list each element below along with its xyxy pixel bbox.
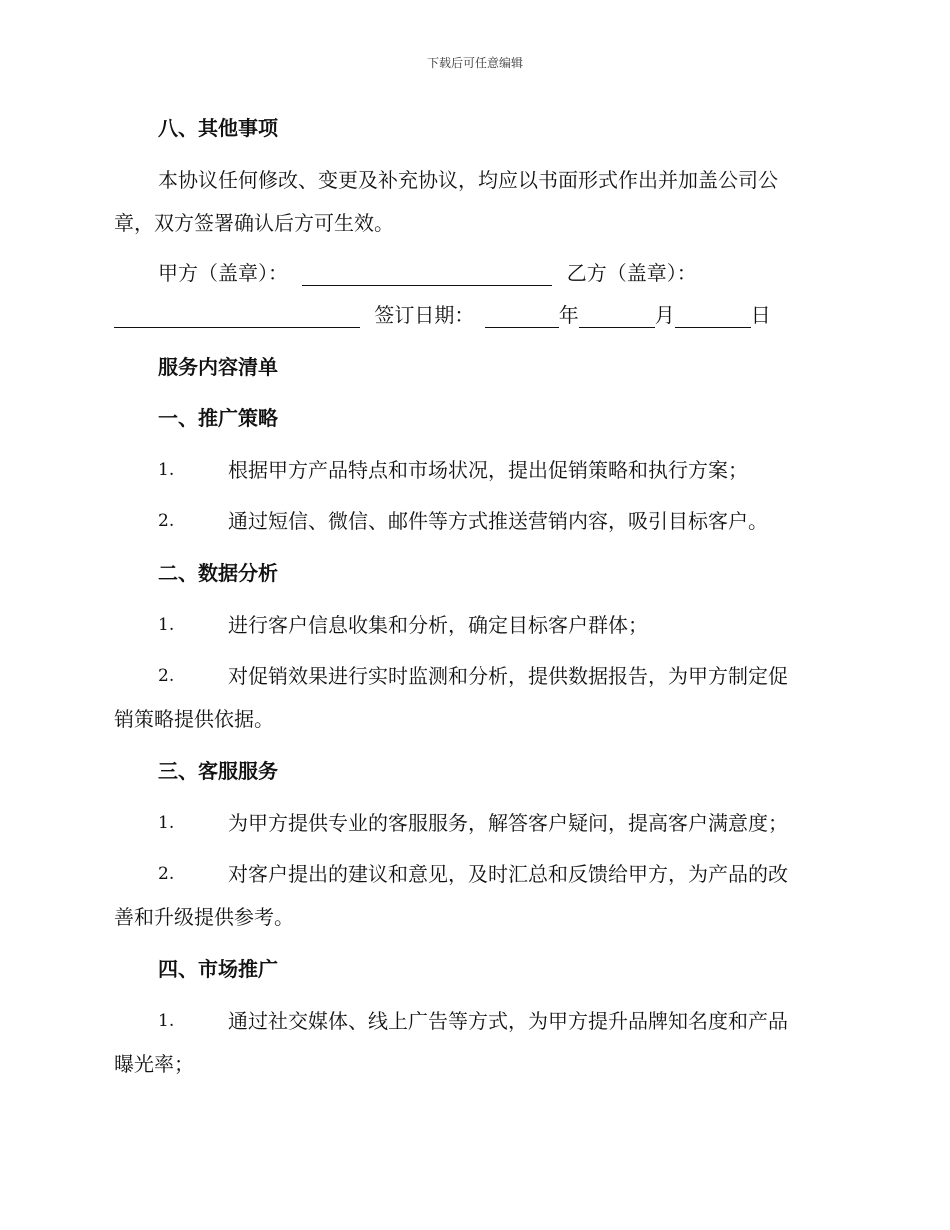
section-title: 一、推广策略 <box>158 406 278 430</box>
list-item-continuation: 销策略提供依据。 <box>114 707 274 731</box>
party-b-label: 乙方（盖章）： <box>566 261 697 285</box>
party-b-blank <box>114 305 360 328</box>
month-blank <box>579 305 655 328</box>
paragraph-line: 章，双方签署确认后方可生效。 <box>114 211 394 235</box>
month-label: 月 <box>654 303 675 327</box>
day-label: 日 <box>750 303 771 327</box>
signature-line-a <box>158 260 697 286</box>
section-title: 八、其他事项 <box>158 116 278 140</box>
item-number: 1. <box>158 1011 175 1031</box>
section-title: 三、客服服务 <box>158 759 278 783</box>
item-number: 2. <box>158 511 175 531</box>
list-item: 进行客户信息收集和分析，确定目标客户群体； <box>228 613 648 637</box>
item-number: 1. <box>158 813 175 833</box>
list-item: 为甲方提供专业的客服服务，解答客户疑问，提高客户满意度； <box>228 811 788 835</box>
section-title: 四、市场推广 <box>158 957 278 981</box>
list-item-continuation: 曝光率； <box>114 1052 194 1076</box>
date-label: 签订日期： <box>374 303 475 327</box>
list-item: 根据甲方产品特点和市场状况，提出促销策略和执行方案； <box>228 458 748 482</box>
year-blank <box>485 305 559 328</box>
list-item-continuation: 善和升级提供参考。 <box>114 905 294 929</box>
list-item: 通过短信、微信、邮件等方式推送营销内容，吸引目标客户。 <box>228 509 768 533</box>
item-number: 2. <box>158 666 175 686</box>
section-title: 二、数据分析 <box>158 561 278 585</box>
signature-line-b <box>114 302 771 328</box>
day-blank <box>675 305 751 328</box>
item-number: 1. <box>158 460 175 480</box>
party-a-label: 甲方（盖章）： <box>158 261 288 285</box>
paragraph-line: 本协议任何修改、变更及补充协议，均应以书面形式作出并加盖公司公 <box>158 168 778 192</box>
year-label: 年 <box>558 303 579 327</box>
list-title: 服务内容清单 <box>158 355 278 379</box>
party-a-blank <box>302 263 552 286</box>
list-item: 对客户提出的建议和意见，及时汇总和反馈给甲方，为产品的改 <box>228 862 788 886</box>
list-item: 对促销效果进行实时监测和分析，提供数据报告，为甲方制定促 <box>228 664 788 688</box>
item-number: 2. <box>158 864 175 884</box>
item-number: 1. <box>158 615 175 635</box>
list-item: 通过社交媒体、线上广告等方式，为甲方提升品牌知名度和产品 <box>228 1009 788 1033</box>
page-header: 下载后可任意编辑 <box>426 56 523 70</box>
